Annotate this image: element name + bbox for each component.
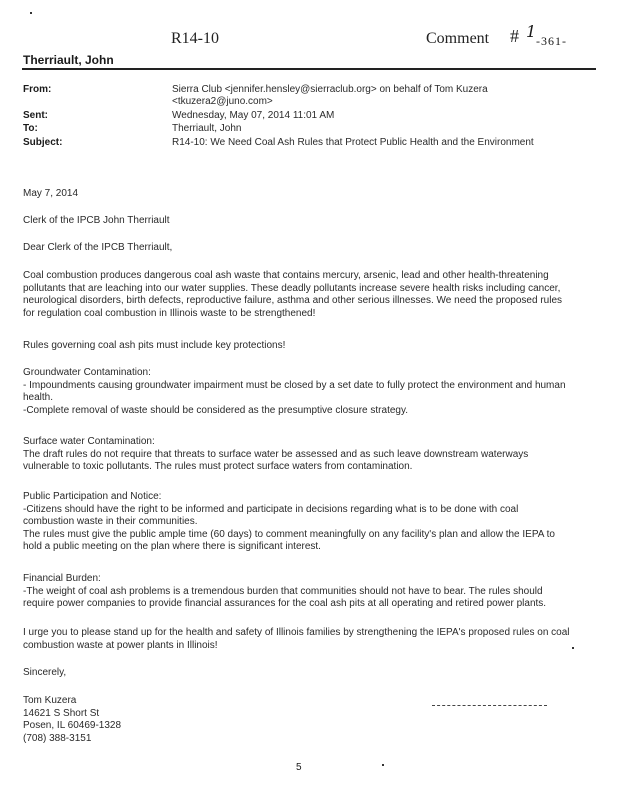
public-participation-item-2: The rules must give the public ample time (60 days) to comment meaningfully on any facility's plan and allow the IEPA to hold a public meeting on the plan where there is significant interest. (23, 528, 555, 552)
section-financial-burden (23, 573, 571, 611)
section-surface-water (23, 436, 571, 474)
to-value: Therriault, John (172, 123, 242, 134)
paragraph-closing: I urge you to please stand up for the health and safety of Illinois families by strengthening the IEPA's proposed rules on coal combustion waste at power plants in Illinois! (23, 627, 570, 651)
signature-line (432, 705, 547, 706)
page-number: 5 (296, 762, 302, 773)
sent-label: Sent: (23, 110, 48, 121)
subject-value: R14-10: We Need Coal Ash Rules that Protect Public Health and the Environment (172, 137, 534, 148)
scan-speck (30, 12, 32, 14)
sender-phone: (708) 388-3151 (23, 732, 92, 744)
scan-speck (572, 647, 574, 649)
paragraph-intro: Coal combustion produces dangerous coal ash waste that contains mercury, arsenic, lead and other health-threatening pollutants that are leaching into our water supplies. These deadly pollutants increase severe health risks including cancer, neurological disorders, birth defects, reproductive failure, asthma and other serious illnesses. We need the proposed rules for regulation coal combustion in Illinois waste to be strengthened! (23, 270, 562, 319)
from-value: Sierra Club <jennifer.hensley@sierraclub.org> on behalf of Tom Kuzera <tkuzera2@juno.com> (172, 84, 488, 107)
financial-burden-heading: Financial Burden: (23, 573, 101, 584)
surface-water-heading: Surface water Contamination: (23, 436, 155, 447)
letter-salutation: Dear Clerk of the IPCB Therriault, (23, 242, 173, 253)
public-participation-item-1: -Citizens should have the right to be informed and participate in decisions regarding what is to be done with coal combustion waste in their communities. (23, 503, 519, 527)
sender-city: Posen, IL 60469-1328 (23, 720, 122, 731)
sender-block (23, 695, 571, 745)
subject-label: Subject: (23, 137, 63, 148)
letter-addressee: Clerk of the IPCB John Therriault (23, 215, 170, 226)
financial-burden-item-1: -The weight of coal ash problems is a tremendous burden that communities should not have to bear. The rules should require power companies to provide financial assurances for the coal ash pits at all operating and retired power plants. (23, 585, 547, 609)
to-label: To: (23, 123, 38, 134)
from-label: From: (23, 84, 52, 95)
comment-hash: # (510, 26, 519, 46)
section-public-participation (23, 491, 571, 554)
docket-number: R14-10 (171, 30, 219, 47)
letter-signoff: Sincerely, (23, 667, 67, 678)
groundwater-heading: Groundwater Contamination: (23, 367, 151, 378)
groundwater-item-1: - Impoundments causing groundwater impairment must be closed by a set date to fully protect the environment and human health. (23, 379, 566, 403)
surface-water-item-1: The draft rules do not require that threats to surface water be assessed and as such leave downstream waterways vulnerable to toxic pollutants. The rules must protect surface waters from contamination. (23, 448, 529, 472)
scan-speck (382, 764, 384, 766)
groundwater-item-2: -Complete removal of waste should be considered as the presumptive closure strategy. (23, 404, 409, 416)
comment-page-marker: -361- (536, 34, 567, 48)
sender-street: 14621 S Short St (23, 707, 100, 719)
section-groundwater (23, 367, 571, 417)
header-divider (22, 68, 596, 70)
sent-value: Wednesday, May 07, 2014 11:01 AM (172, 110, 335, 121)
paragraph-protections: Rules governing coal ash pits must include key protections! (23, 340, 286, 351)
handwritten-comment-number: 1 (526, 22, 537, 41)
sender-name: Tom Kuzera (23, 695, 77, 706)
public-participation-heading: Public Participation and Notice: (23, 491, 162, 502)
letter-date: May 7, 2014 (23, 188, 79, 199)
recipient-name: Therriault, John (23, 53, 114, 67)
comment-label: Comment (426, 30, 490, 47)
